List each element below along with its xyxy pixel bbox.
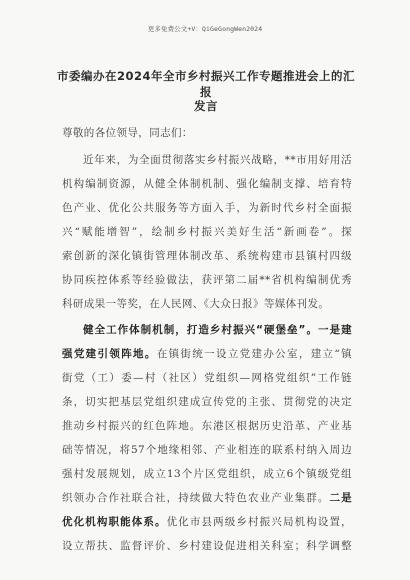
greeting: 尊敬的各位领导，同志们： (62, 127, 193, 139)
paragraph-3-line-1 (62, 514, 352, 529)
paragraph-2-line-2-text: 在镇街统一设立党建办公室，建立“镇 (156, 348, 352, 360)
paragraph-2-line-8 (62, 490, 352, 505)
paragraph-2-line-8-text: 织领办合作社联合社，持续做大特色农业产业集群。 (62, 492, 330, 504)
paragraph-1-line-6: 协同疾控体系等经验做法，获评第二届**省机构编制优秀 (62, 274, 352, 286)
section-heading-1: 健全工作体制机制，打造乡村振兴“硬堡垒”。 (83, 324, 319, 336)
paragraph-2-line-5: 推动乡村振兴的红色阵地。东港区根据历史沿革、产业基 (62, 420, 352, 432)
paragraph-1-line-4: 兴“赋能增智”，绘制乡村振兴美好生活“新画卷”。探 (62, 226, 352, 238)
title-line-2: 发言 (194, 99, 218, 113)
subhead-1-rest: 强党建引领阵地。 (62, 348, 157, 360)
paragraph-1-line-3: 色产业、优化公共服务等方面入手，为新时代乡村全面振 (62, 202, 352, 214)
paragraph-1-line-1: 近年来，为全面贯彻落实乡村振兴战略，**市用好用活 (83, 154, 352, 166)
title-line-1: 市委编办在2024年全市乡村振兴工作专题推进会上的汇报 (56, 69, 355, 99)
paragraph-2-line-4: 条，切实把基层党组织建成宣传党的主张、贯彻党的决定 (62, 396, 352, 408)
paragraph-1-line-7: 科研成果一等奖，在人民网、《大众日报》等媒体刊发。 (62, 298, 330, 310)
paragraph-1-line-2: 机构编制资源，从健全体制机制、强化编制支撑、培育特 (62, 178, 352, 190)
paragraph-2-line-3: 街党（工）委—村（社区）党组织—网格党组织”工作链 (62, 372, 352, 384)
paragraph-1-line-5: 索创新的深化镇街管理体制改革、系统构建市县镇村四级 (62, 250, 352, 262)
paragraph-2-line-1 (83, 322, 352, 337)
subhead-1-part: 一是建 (318, 324, 352, 336)
paragraph-2-line-2 (62, 346, 352, 361)
subhead-2-rest: 优化机构职能体系。 (62, 516, 167, 528)
subhead-2-part: 二是 (329, 492, 352, 504)
header-note: 更多免费公文+V：QiGeGongWen2024 (147, 25, 263, 33)
paragraph-3-line-2: 设立帮扶、监督评价、乡村建设促进相关科室；科学调整 (62, 540, 352, 552)
paragraph-2-line-6: 础等情况，将57个地缘相邻、产业相连的联系村纳入周边 (62, 444, 352, 456)
paragraph-2-line-7: 强村发展规划，成立13个片区党组织，成立6个镇级党组 (62, 468, 352, 480)
paragraph-3-line-1-text: 优化市县两级乡村振兴局机构设置， (166, 516, 352, 528)
